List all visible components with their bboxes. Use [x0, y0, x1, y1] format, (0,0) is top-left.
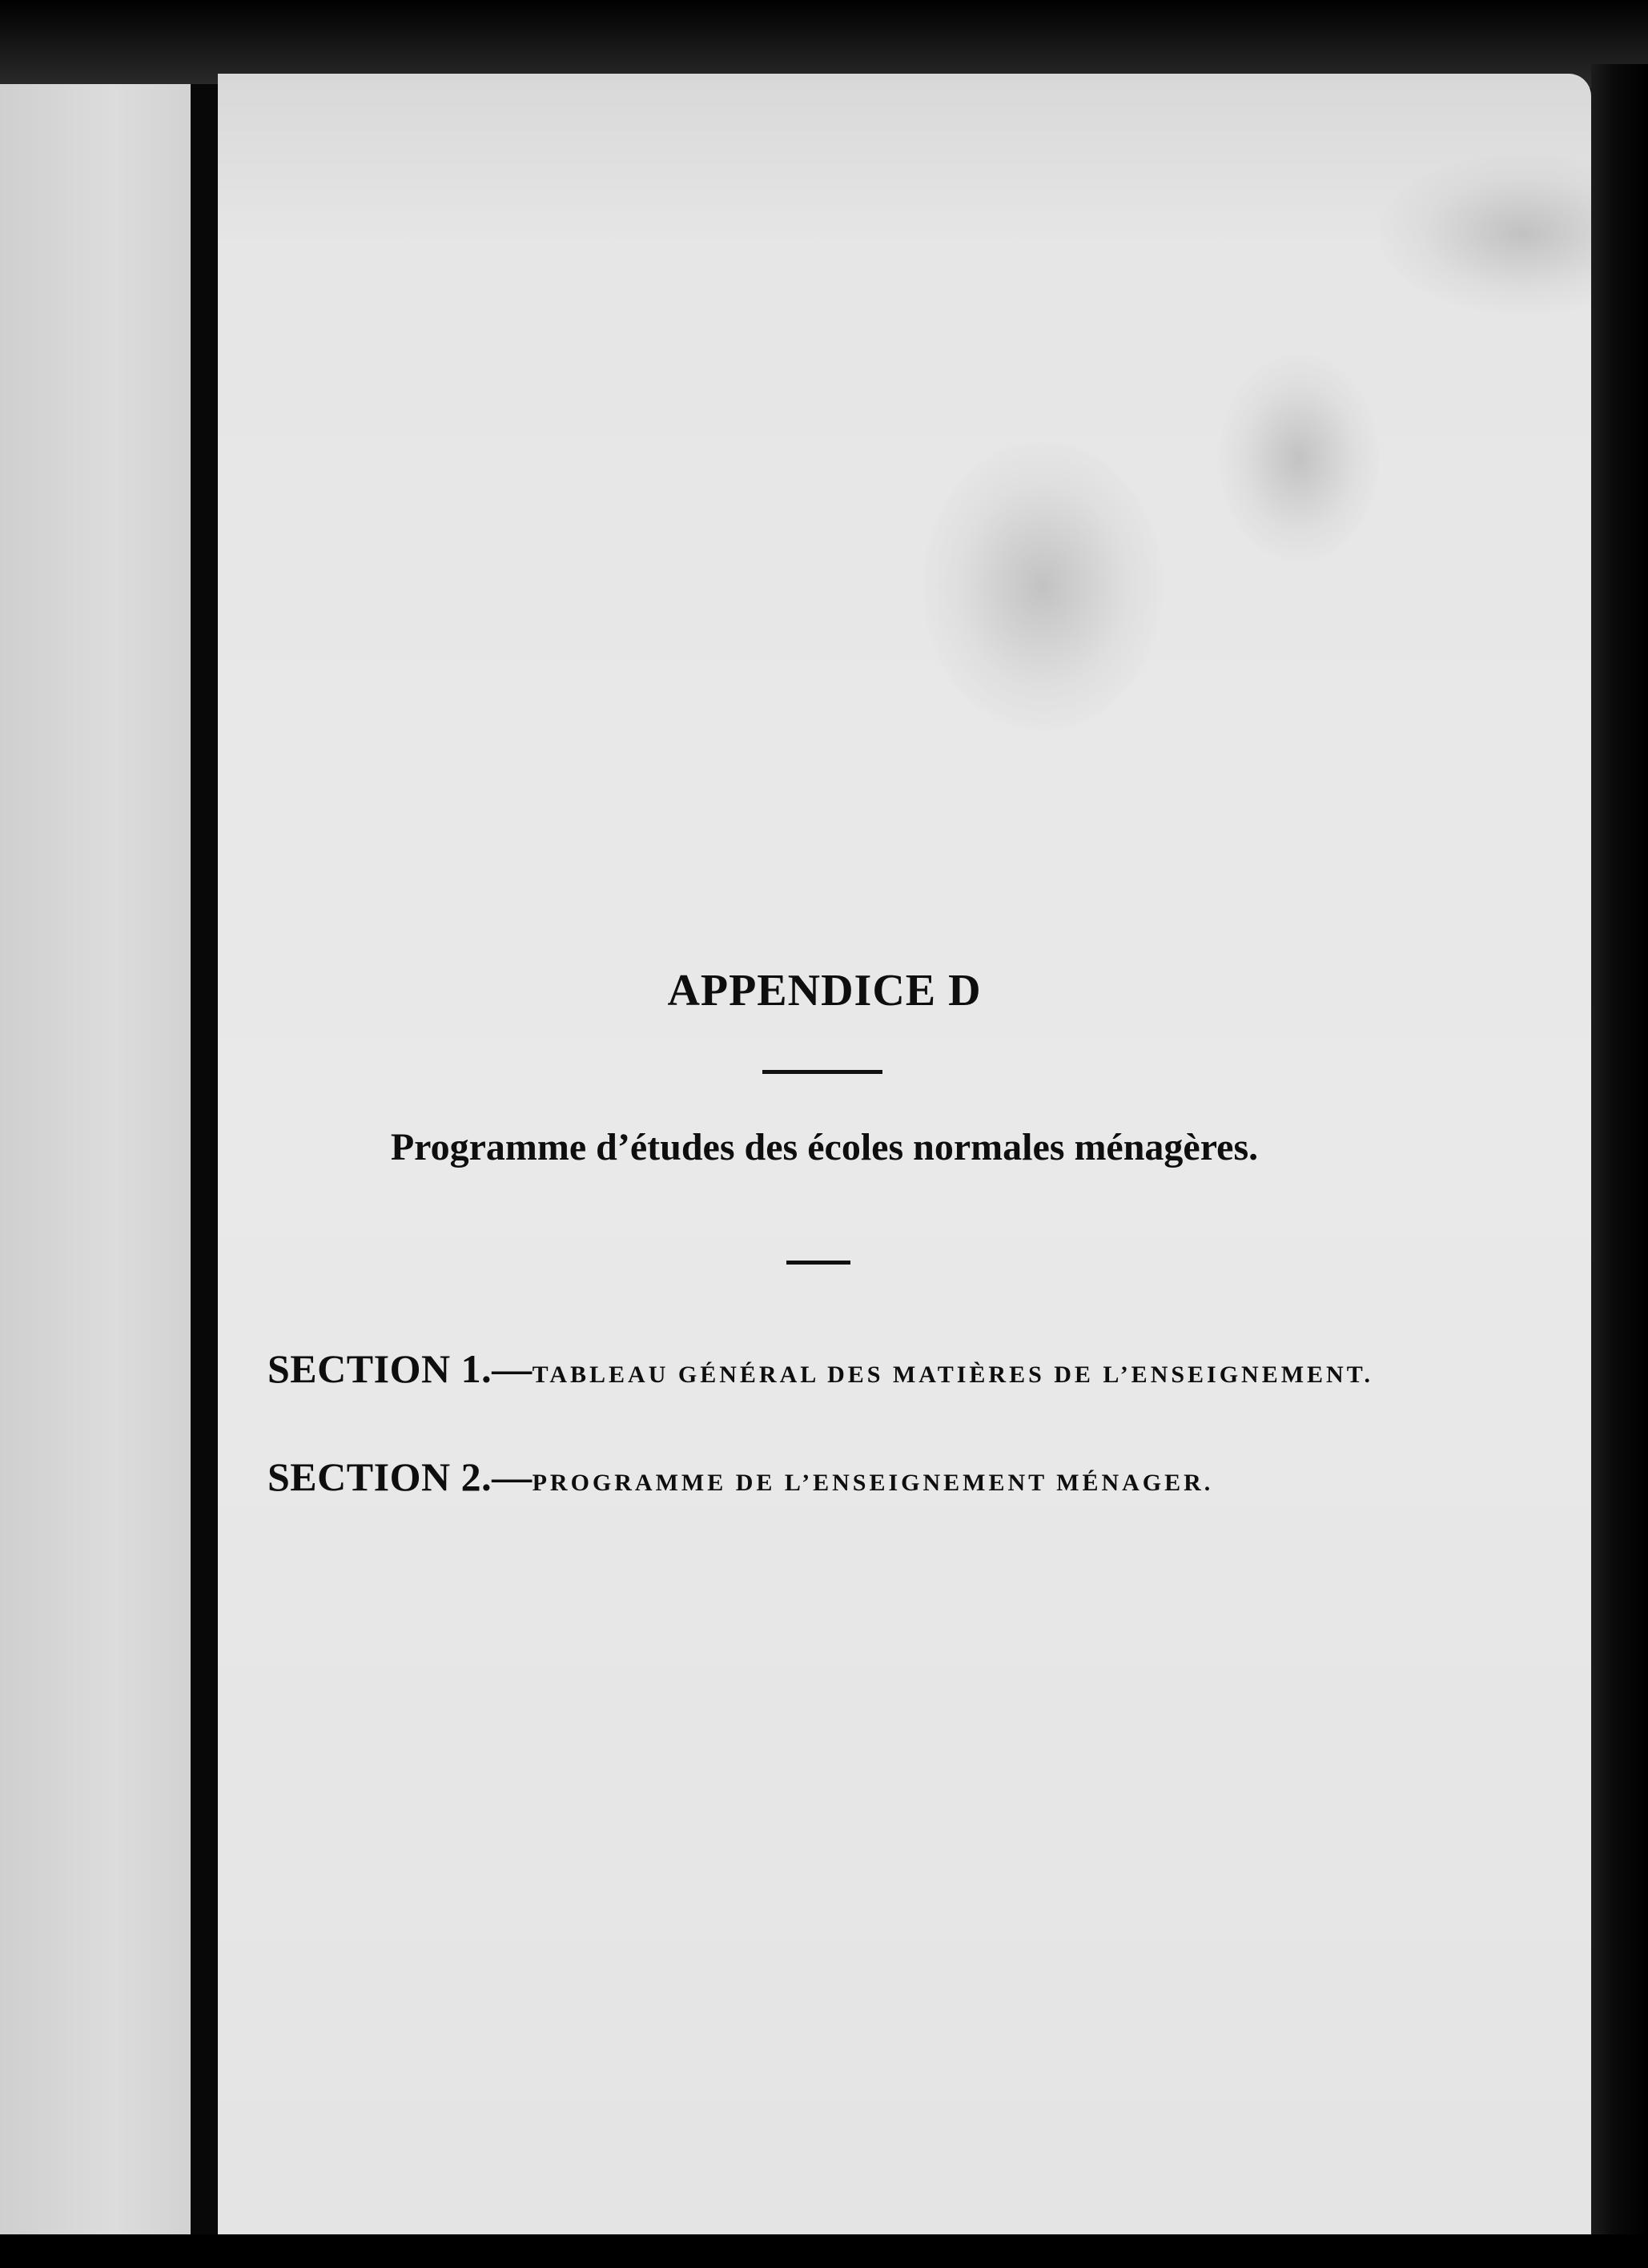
book-gutter: [191, 84, 218, 2238]
left-page-edge: [0, 84, 191, 2238]
section-2-line: [267, 1454, 1469, 1500]
section-2-label: SECTION 2.—: [267, 1454, 533, 1499]
section-2-title: PROGRAMME DE L’ENSEIGNEMENT MÉNAGER.: [532, 1470, 1214, 1496]
section-1-label: SECTION 1.—: [267, 1346, 533, 1391]
heading-rule: [762, 1070, 882, 1074]
subtitle-rule: [786, 1261, 850, 1265]
appendix-subtitle: Programme d’études des écoles normales ménagères.: [390, 1126, 1259, 1168]
section-1-title: TABLEAU GÉNÉRAL DES MATIÈRES DE L’ENSEIGNEMENT.: [532, 1361, 1374, 1388]
appendix-heading: APPENDICE D: [667, 966, 982, 1015]
section-1-line: [267, 1345, 1469, 1392]
page-content: [218, 0, 1591, 2268]
right-page-edge: [1591, 64, 1648, 2242]
